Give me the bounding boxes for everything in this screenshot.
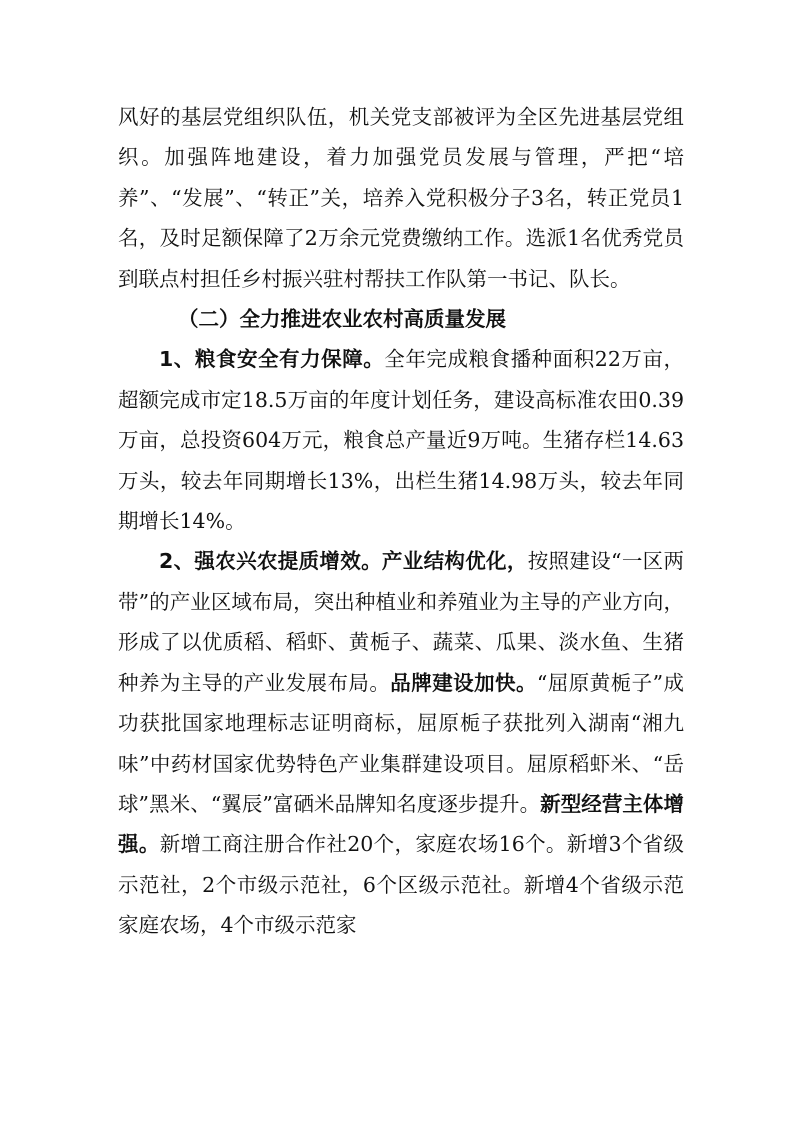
paragraph-lead-structure: 产业结构优化，	[381, 549, 528, 574]
paragraph-body-new-entities: 新增工商注册合作社20个，家庭农场16个。新增3个省级示范社，2个市级示范社，6个区级示范社。新增4个省级示范家庭农场，4个市级示范家	[118, 832, 685, 938]
paragraph-body-grain: 全年完成粮食播种面积22万亩，超额完成市定18.5万亩的年度计划任务，建设高标准农田0.39万亩，总投资604万元，粮食总产量近9万吨。生猪存栏14.63万头，较去年同期增长13%，出栏生猪14.98万头，较去年同期增长14%。	[118, 347, 684, 534]
paragraph-lead-efficiency: 2、强农兴农提质增效。	[159, 549, 382, 574]
paragraph-party-organization: 风好的基层党组织队伍，机关党支部被评为全区先进基层党组织。加强阵地建设，着力加强党员发展与管理，严把“培养”、“发展”、“转正”关，培养入党积极分子3名，转正党员1名，及时足额保障了2万余元党费缴纳工作。选派1名优秀党员到联点村担任乡村振兴驻村帮扶工作队第一书记、队长。	[118, 105, 684, 291]
paragraph-grain-security	[118, 339, 684, 541]
paragraph-body-structure: 按照建设“一区两带”的产业区域布局，突出种植业和养殖业为主导的产业方向，形成了以优质稻、稻虾、黄栀子、蔬菜、瓜果、淡水鱼、生猪种养为主导的产业发展布局。	[118, 549, 685, 695]
paragraph-lead-new-entities: 新型经营主体增强。	[118, 791, 684, 857]
paragraph-body-brand: “屈原黄栀子”成功获批国家地理标志证明商标，屈原栀子获批列入湖南“湘九味”中药材国家优势特色产业集群建设项目。屈原稻虾米、“岳球”黑米、“翼辰”富硒米品牌知名度逐步提升。	[118, 670, 685, 816]
document-page	[118, 97, 684, 946]
paragraph-lead-brand: 品牌建设加快。	[390, 670, 537, 695]
section-heading-agriculture: （二）全力推进农业农村高质量发展	[178, 307, 506, 332]
paragraph-agriculture-efficiency	[118, 541, 684, 945]
paragraph-lead-grain: 1、粮食安全有力保障。	[159, 347, 385, 372]
